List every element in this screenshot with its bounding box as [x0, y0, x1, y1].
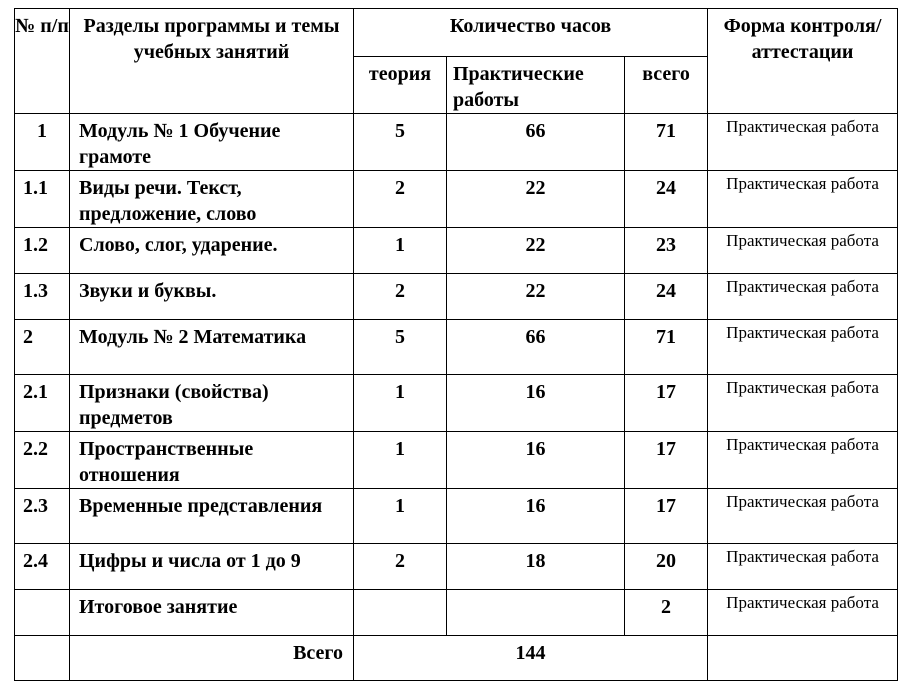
row-form: Практическая работа [708, 228, 898, 274]
row-form: Практическая работа [708, 544, 898, 590]
row-form: Практическая работа [708, 590, 898, 636]
row-num: 1.1 [15, 171, 70, 228]
row-theory: 2 [354, 171, 447, 228]
row-form: Практическая работа [708, 274, 898, 320]
row-theory: 1 [354, 375, 447, 432]
row-form: Практическая работа [708, 320, 898, 375]
table-row [15, 320, 898, 375]
table-row [15, 114, 898, 171]
row-theory: 2 [354, 274, 447, 320]
row-practice: 66 [447, 114, 625, 171]
row-form: Практическая работа [708, 489, 898, 544]
row-practice [447, 590, 625, 636]
row-title: Модуль № 1 Обучение грамоте [70, 114, 354, 171]
table-row [15, 544, 898, 590]
row-num: 2.4 [15, 544, 70, 590]
row-practice: 18 [447, 544, 625, 590]
table-row [15, 228, 898, 274]
table-row [15, 375, 898, 432]
row-practice: 66 [447, 320, 625, 375]
table-row [15, 274, 898, 320]
row-num [15, 590, 70, 636]
row-form: Практическая работа [708, 375, 898, 432]
row-title: Цифры и числа от 1 до 9 [70, 544, 354, 590]
total-value: 144 [354, 636, 708, 681]
row-form: Практическая работа [708, 171, 898, 228]
row-total: 17 [625, 489, 708, 544]
row-num: 1.2 [15, 228, 70, 274]
row-practice: 16 [447, 432, 625, 489]
total-label: Всего [70, 636, 354, 681]
row-total: 2 [625, 590, 708, 636]
row-title: Звуки и буквы. [70, 274, 354, 320]
row-theory: 1 [354, 432, 447, 489]
total-empty-cell [15, 636, 70, 681]
row-theory [354, 590, 447, 636]
row-theory: 1 [354, 489, 447, 544]
row-total: 24 [625, 274, 708, 320]
row-title: Признаки (свойства) предметов [70, 375, 354, 432]
row-num: 2 [15, 320, 70, 375]
table-row [15, 432, 898, 489]
row-form: Практическая работа [708, 114, 898, 171]
header-theory: теория [354, 57, 447, 114]
row-theory: 5 [354, 320, 447, 375]
row-num: 1 [15, 114, 70, 171]
header-practice: Практические работы [447, 57, 625, 114]
row-form: Практическая работа [708, 432, 898, 489]
header-sections: Разделы программы и темы учебных занятий [70, 9, 354, 114]
row-num: 2.1 [15, 375, 70, 432]
row-num: 1.3 [15, 274, 70, 320]
row-practice: 22 [447, 228, 625, 274]
row-total: 17 [625, 375, 708, 432]
row-title: Виды речи. Текст, предложение, слово [70, 171, 354, 228]
curriculum-table [14, 8, 898, 681]
header-num: № п/п [15, 9, 70, 114]
row-practice: 16 [447, 375, 625, 432]
table-row [15, 590, 898, 636]
row-theory: 5 [354, 114, 447, 171]
row-total: 24 [625, 171, 708, 228]
row-practice: 16 [447, 489, 625, 544]
header-form: Форма контроля/ аттестации [708, 9, 898, 114]
row-theory: 1 [354, 228, 447, 274]
row-practice: 22 [447, 274, 625, 320]
row-theory: 2 [354, 544, 447, 590]
row-title: Слово, слог, ударение. [70, 228, 354, 274]
row-total: 71 [625, 114, 708, 171]
row-num: 2.3 [15, 489, 70, 544]
row-total: 71 [625, 320, 708, 375]
row-title: Временные представления [70, 489, 354, 544]
row-practice: 22 [447, 171, 625, 228]
row-title: Пространственные отношения [70, 432, 354, 489]
row-total: 20 [625, 544, 708, 590]
row-num: 2.2 [15, 432, 70, 489]
row-total: 17 [625, 432, 708, 489]
header-hours: Количество часов [354, 9, 708, 57]
row-total: 23 [625, 228, 708, 274]
row-title: Модуль № 2 Математика [70, 320, 354, 375]
row-title: Итоговое занятие [70, 590, 354, 636]
total-row [15, 636, 898, 681]
table-row [15, 171, 898, 228]
header-row [15, 9, 898, 57]
header-total: всего [625, 57, 708, 114]
table-row [15, 489, 898, 544]
total-form-cell [708, 636, 898, 681]
